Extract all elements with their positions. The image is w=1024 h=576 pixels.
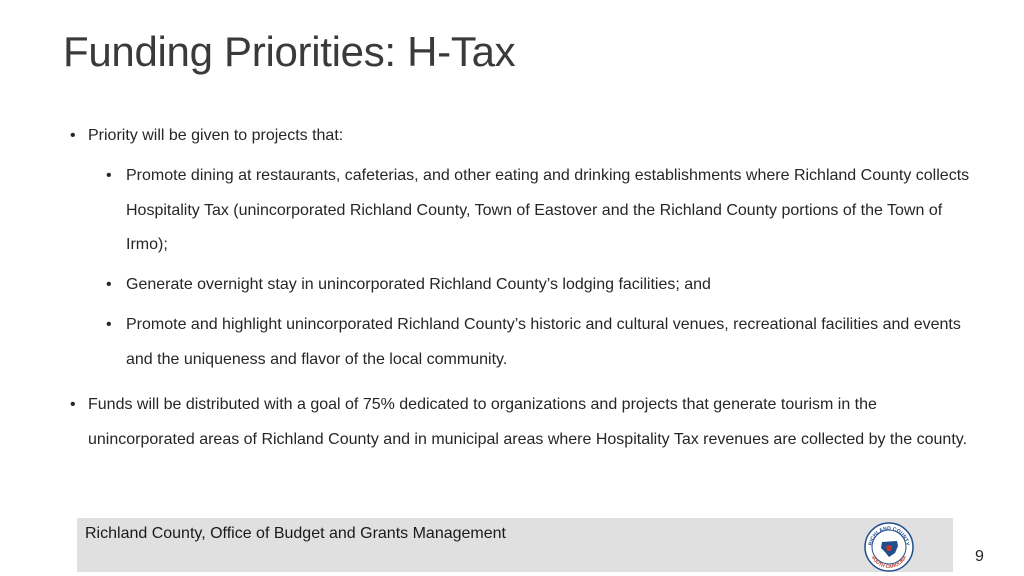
bullet-text: Priority will be given to projects that: <box>88 127 344 144</box>
bullet-historic-cultural <box>106 308 976 377</box>
page-number: 9 <box>975 548 984 565</box>
bullet-text: Promote and highlight unincorporated Richland County’s historic and cultural venues, recreational facilities and events and the uniqueness and flavor of the local community. <box>126 316 961 368</box>
footer-bar <box>77 518 953 572</box>
bullet-overnight-stay <box>106 268 976 303</box>
bullet-text: Funds will be distributed with a goal of 75% dedicated to organizations and projects that generate tourism in the unincorporated areas of Richland County and in municipal areas where Hospitality Tax revenues are collected by the county. <box>88 396 968 448</box>
footer-text: Richland County, Office of Budget and Grants Management <box>85 525 506 542</box>
bullet-dining <box>106 159 976 263</box>
bullet-dot: • <box>106 316 112 333</box>
richland-county-seal-logo <box>864 522 914 572</box>
bullet-dot: • <box>70 127 76 144</box>
bullet-text: Generate overnight stay in unincorporated Richland County’s lodging facilities; and <box>126 276 711 293</box>
bullet-dot: • <box>70 396 76 413</box>
bullet-priority-intro <box>70 119 978 154</box>
slide-title: Funding Priorities: H-Tax <box>63 28 516 75</box>
seal-text-top: RICHLAND COUNTY <box>868 525 910 547</box>
bullet-text: Promote dining at restaurants, cafeterias, and other eating and drinking establishments where Richland County collects Hospitality Tax (unincorporated Richland County, Town of Eastover and the Richland County portions of the Town of Irmo); <box>126 167 970 253</box>
bullet-dot: • <box>106 276 112 293</box>
bullet-dot: • <box>106 167 112 184</box>
seal-text-bottom: SOUTH CAROLINA <box>869 555 909 571</box>
bullet-funds-distribution <box>70 388 978 457</box>
